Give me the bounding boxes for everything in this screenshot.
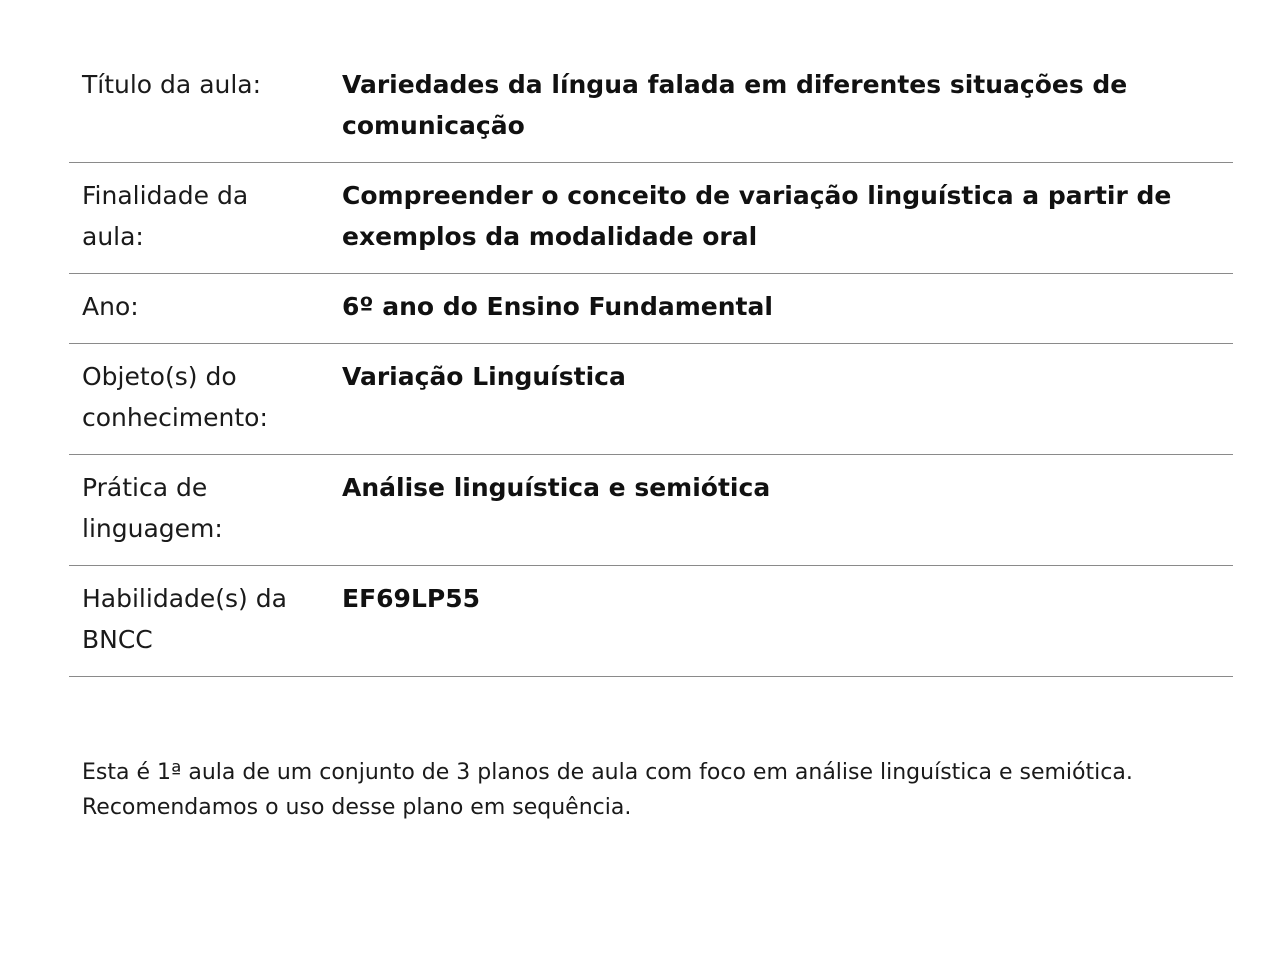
language-practice-value: Análise linguística e semiótica (342, 473, 771, 502)
language-practice-label: Prática de linguagem: (82, 473, 223, 543)
knowledge-object-label: Objeto(s) do conhecimento: (82, 362, 268, 432)
sequence-note: Esta é 1ª aula de um conjunto de 3 planos de aula com foco em análise linguística e semiótica. Recomendamos o uso desse plano em sequência. (82, 760, 1133, 820)
bncc-skills-label: Habilidade(s) da BNCC (82, 584, 287, 654)
table-row-language-practice (69, 455, 1233, 566)
table-row-knowledge-object (69, 344, 1233, 455)
purpose-label: Finalidade da aula: (82, 181, 249, 251)
table-row-title (69, 52, 1233, 163)
table-row-year (69, 274, 1233, 344)
knowledge-object-value: Variação Linguística (342, 362, 626, 391)
purpose-value: Compreender o conceito de variação linguística a partir de exemplos da modalidade oral (342, 181, 1172, 251)
table-row-bncc-skills (69, 566, 1233, 677)
lesson-info-table (69, 52, 1233, 677)
year-label: Ano: (82, 292, 139, 321)
title-label: Título da aula: (82, 70, 262, 99)
table-row-purpose (69, 163, 1233, 274)
bncc-skills-value: EF69LP55 (342, 584, 480, 613)
title-value: Variedades da língua falada em diferentes situações de comunicação (342, 70, 1128, 140)
year-value: 6º ano do Ensino Fundamental (342, 292, 773, 321)
